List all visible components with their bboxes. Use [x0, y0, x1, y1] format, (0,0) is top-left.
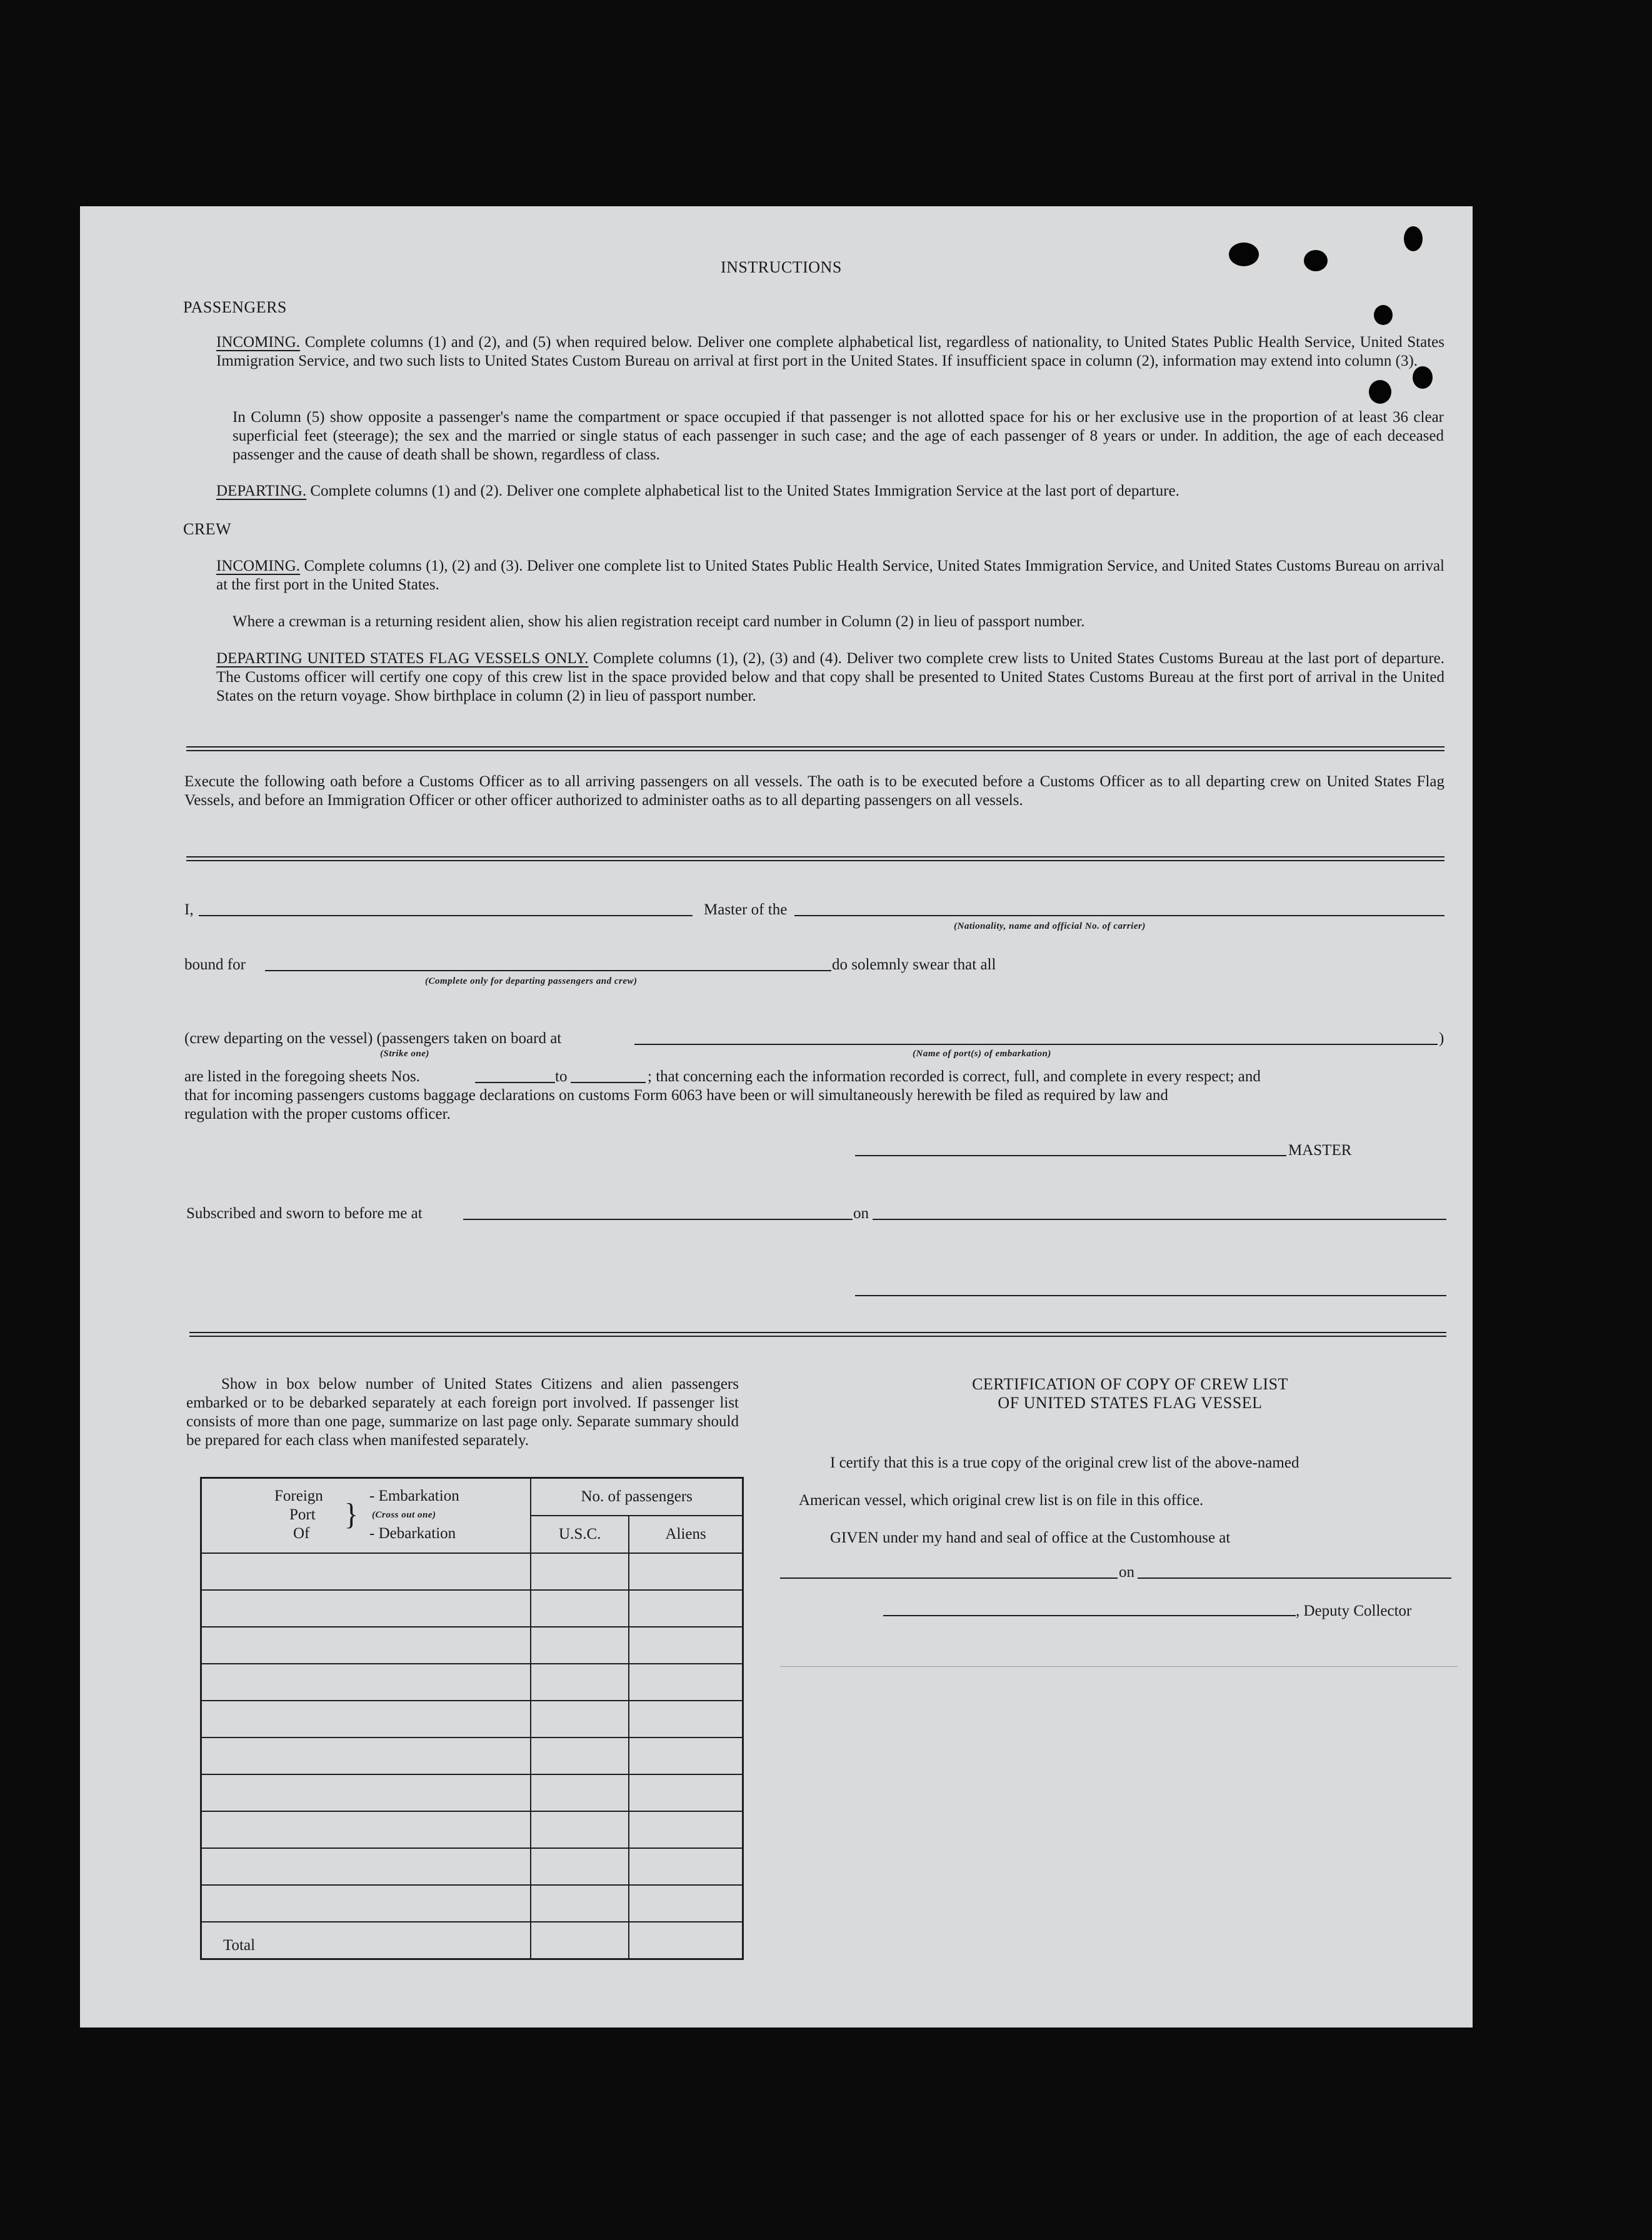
form-sheet — [80, 206, 1473, 2028]
oath-close-paren: ) — [1439, 1030, 1444, 1047]
port-cell[interactable] — [201, 1885, 531, 1922]
port-hint: (Name of port(s) of embarkation) — [913, 1049, 1051, 1059]
table-row — [201, 1848, 743, 1885]
oath-swear-label: do solemnly swear that all — [832, 956, 996, 973]
usc-cell[interactable] — [531, 1664, 629, 1701]
aliens-cell[interactable] — [629, 1774, 743, 1811]
usc-cell[interactable] — [531, 1811, 629, 1848]
port-cell[interactable] — [201, 1590, 531, 1627]
usc-cell[interactable] — [531, 1701, 629, 1738]
deputy-collector-label: , Deputy Collector — [1296, 1602, 1412, 1619]
oath-listed-label: are listed in the foregoing sheets Nos. — [184, 1068, 420, 1085]
usc-cell[interactable] — [531, 1627, 629, 1664]
subscribed-label: Subscribed and sworn to before me at — [186, 1205, 423, 1222]
aliens-cell[interactable] — [629, 1701, 743, 1738]
table-row — [201, 1627, 743, 1664]
sheet-to-field[interactable] — [571, 1082, 646, 1083]
crew-incoming-text: Complete columns (1), (2) and (3). Deliver one complete list to United States Public Health Service, United States Immigration Service, and United States Customs Bureau on arrival at the first port in the United States. — [216, 558, 1444, 593]
certification-divider — [780, 1666, 1458, 1667]
table-row — [201, 1664, 743, 1701]
aliens-cell[interactable] — [629, 1811, 743, 1848]
deputy-collector-signature-field[interactable] — [883, 1615, 1296, 1616]
flag-vessels-instruction — [216, 649, 1444, 706]
port-cell[interactable] — [201, 1701, 531, 1738]
certification-on-label: on — [1119, 1564, 1134, 1581]
port-label: Port — [289, 1506, 316, 1523]
nationality-hint: (Nationality, name and official No. of carrier) — [954, 921, 1146, 931]
punch-hole — [1229, 242, 1259, 266]
certification-text-1: I certify that this is a true copy of the original crew list of the above-named — [830, 1454, 1299, 1471]
flag-vessels-label: DEPARTING UNITED STATES FLAG VESSELS ONLY. — [216, 650, 589, 667]
oath-text-3: regulation with the proper customs officer. — [184, 1106, 451, 1122]
section-divider — [189, 1332, 1446, 1337]
officer-signature-field[interactable] — [855, 1295, 1446, 1296]
usc-cell[interactable] — [531, 1848, 629, 1885]
incoming-label: INCOMING. — [216, 334, 301, 351]
table-row — [201, 1738, 743, 1774]
aliens-cell[interactable] — [629, 1738, 743, 1774]
table-row — [201, 1590, 743, 1627]
port-cell[interactable] — [201, 1738, 531, 1774]
certification-title-line-2: OF UNITED STATES FLAG VESSEL — [998, 1394, 1263, 1412]
column5-instruction: In Column (5) show opposite a passenger's name the compartment or space occupied if that passenger is not allotted space for his or her exclusive use in the proportion of at least 36 clear superficial feet (steerage); the sex and the married or single status of each passenger in such case; and the age of each passenger of 8 years or under. In addition, the age of each deceased passenger and the cause of death shall be shown, regardless of class. — [233, 409, 1444, 463]
embarkation-port-field[interactable] — [634, 1044, 1438, 1045]
departing-text: Complete columns (1) and (2). Deliver one complete alphabetical list to the United States Immigration Service at the last port of departure. — [310, 482, 1179, 499]
aliens-cell[interactable] — [629, 1664, 743, 1701]
subscribed-date-field[interactable] — [873, 1219, 1446, 1220]
port-cell[interactable] — [201, 1848, 531, 1885]
total-row — [201, 1922, 743, 1959]
passengers-departing-instruction — [216, 482, 1444, 501]
oath-i-label: I, — [184, 901, 194, 918]
total-usc-cell[interactable] — [531, 1922, 629, 1959]
port-cell[interactable] — [201, 1811, 531, 1848]
usc-cell[interactable] — [531, 1885, 629, 1922]
crewman-instruction: Where a crewman is a returning resident alien, show his alien registration receipt card number in Column (2) in lieu of passport number. — [233, 613, 1085, 630]
subscribed-place-field[interactable] — [463, 1219, 853, 1220]
passengers-incoming-instruction — [216, 333, 1444, 371]
crew-heading: CREW — [183, 520, 232, 538]
section-divider — [186, 746, 1444, 751]
brace-icon: } — [344, 1497, 359, 1531]
certification-title-line-1: CERTIFICATION OF COPY OF CREW LIST — [972, 1375, 1288, 1393]
foreign-port-header — [201, 1478, 531, 1554]
certification-date-field[interactable] — [1138, 1578, 1451, 1579]
page-title: INSTRUCTIONS — [721, 258, 842, 276]
oath-bound-for-label: bound for — [184, 956, 246, 973]
crew-incoming-label: INCOMING. — [216, 558, 301, 574]
flag-vessels-text: Complete columns (1), (2), (3) and (4). Deliver two complete crew lists to United States Customs Bureau at the last port of departure. The Customs officer will certify one copy of this crew list in the space provided below and that copy shall be presented to United States Customs Bureau at the first port of arrival in the United States on the return voyage. Show birthplace in column (2) in lieu of passport number. — [216, 650, 1445, 704]
usc-header: U.S.C. — [531, 1516, 629, 1553]
aliens-cell[interactable] — [629, 1885, 743, 1922]
port-cell[interactable] — [201, 1627, 531, 1664]
aliens-header: Aliens — [629, 1516, 743, 1553]
oath-text-1: ; that concerning each the information recorded is correct, full, and complete in every respect; and — [648, 1068, 1261, 1085]
port-cell[interactable] — [201, 1553, 531, 1590]
section-divider — [186, 856, 1444, 861]
aliens-cell[interactable] — [629, 1590, 743, 1627]
embarkation-label: - Embarkation — [369, 1488, 459, 1504]
punch-hole — [1404, 226, 1423, 251]
aliens-cell[interactable] — [629, 1627, 743, 1664]
sheet-from-field[interactable] — [475, 1082, 555, 1083]
port-cell[interactable] — [201, 1774, 531, 1811]
bound-for-hint: (Complete only for departing passengers and crew) — [425, 976, 638, 986]
passengers-heading: PASSENGERS — [183, 298, 287, 316]
usc-cell[interactable] — [531, 1738, 629, 1774]
table-row — [201, 1553, 743, 1590]
cross-out-hint: (Cross out one) — [372, 1510, 436, 1520]
passenger-summary-table — [200, 1477, 744, 1960]
total-aliens-cell[interactable] — [629, 1922, 743, 1959]
port-cell[interactable] — [201, 1664, 531, 1701]
table-row — [201, 1701, 743, 1738]
vessel-field[interactable] — [794, 915, 1444, 916]
of-label: Of — [293, 1525, 310, 1542]
certification-text-3: GIVEN under my hand and seal of office at the Customhouse at — [830, 1529, 1231, 1546]
strike-one-hint: (Strike one) — [380, 1049, 429, 1059]
subscribed-on-label: on — [853, 1205, 869, 1222]
debarkation-label: - Debarkation — [369, 1525, 456, 1542]
no-of-passengers-header: No. of passengers — [531, 1478, 743, 1516]
departing-label: DEPARTING. — [216, 482, 307, 499]
foreign-label: Foreign — [274, 1488, 323, 1504]
master-signature-field[interactable] — [855, 1155, 1286, 1156]
table-row — [201, 1885, 743, 1922]
table-header-row — [201, 1478, 743, 1516]
customhouse-field[interactable] — [780, 1578, 1118, 1579]
oath-text-2: that for incoming passengers customs baggage declarations on customs Form 6063 have been or will simultaneously herewith be filed as required by law and — [184, 1087, 1168, 1104]
certification-title — [818, 1375, 1443, 1412]
usc-cell[interactable] — [531, 1553, 629, 1590]
punch-hole — [1369, 380, 1391, 404]
punch-hole — [1304, 250, 1328, 271]
oath-master-of-label: Master of the — [704, 901, 788, 918]
incoming-text: Complete columns (1) and (2), and (5) when required below. Deliver one complete alphabetical list, regardless of nationality, to United States Public Health Service, United States Immigration Service, and two such lists to United States Custom Bureau on arrival at first port in the United States. If insufficient space in column (2), information may extend into column (3). — [216, 334, 1444, 369]
master-name-field[interactable] — [199, 915, 693, 916]
table-row — [201, 1811, 743, 1848]
master-label: MASTER — [1288, 1142, 1352, 1159]
aliens-cell[interactable] — [629, 1848, 743, 1885]
table-row — [201, 1774, 743, 1811]
certification-text-2: American vessel, which original crew list is on file in this office. — [799, 1492, 1204, 1509]
total-label-cell — [201, 1922, 531, 1959]
summary-instruction: Show in box below number of United States Citizens and alien passengers embarked or to be debarked separately at each foreign port involved. If passenger list consists of more than one page, summarize on last page only. Separate summary should be prepared for each class when manifested separately. — [186, 1376, 739, 1449]
usc-cell[interactable] — [531, 1590, 629, 1627]
punch-hole — [1374, 305, 1393, 325]
oath-to-label: to — [555, 1068, 568, 1085]
oath-crew-departing-label: (crew departing on the vessel) (passengers taken on board at — [184, 1030, 562, 1047]
destination-field[interactable] — [265, 970, 831, 971]
aliens-cell[interactable] — [629, 1553, 743, 1590]
oath-instruction: Execute the following oath before a Customs Officer as to all arriving passengers on all vessels. The oath is to be executed before a Customs Officer as to all departing crew on United States Flag Vessels, and before an Immigration Officer or other officer authorized to administer oaths as to all departing passengers on all vessels. — [184, 773, 1444, 809]
usc-cell[interactable] — [531, 1774, 629, 1811]
crew-incoming-instruction — [216, 557, 1444, 594]
total-label: Total — [223, 1937, 256, 1954]
